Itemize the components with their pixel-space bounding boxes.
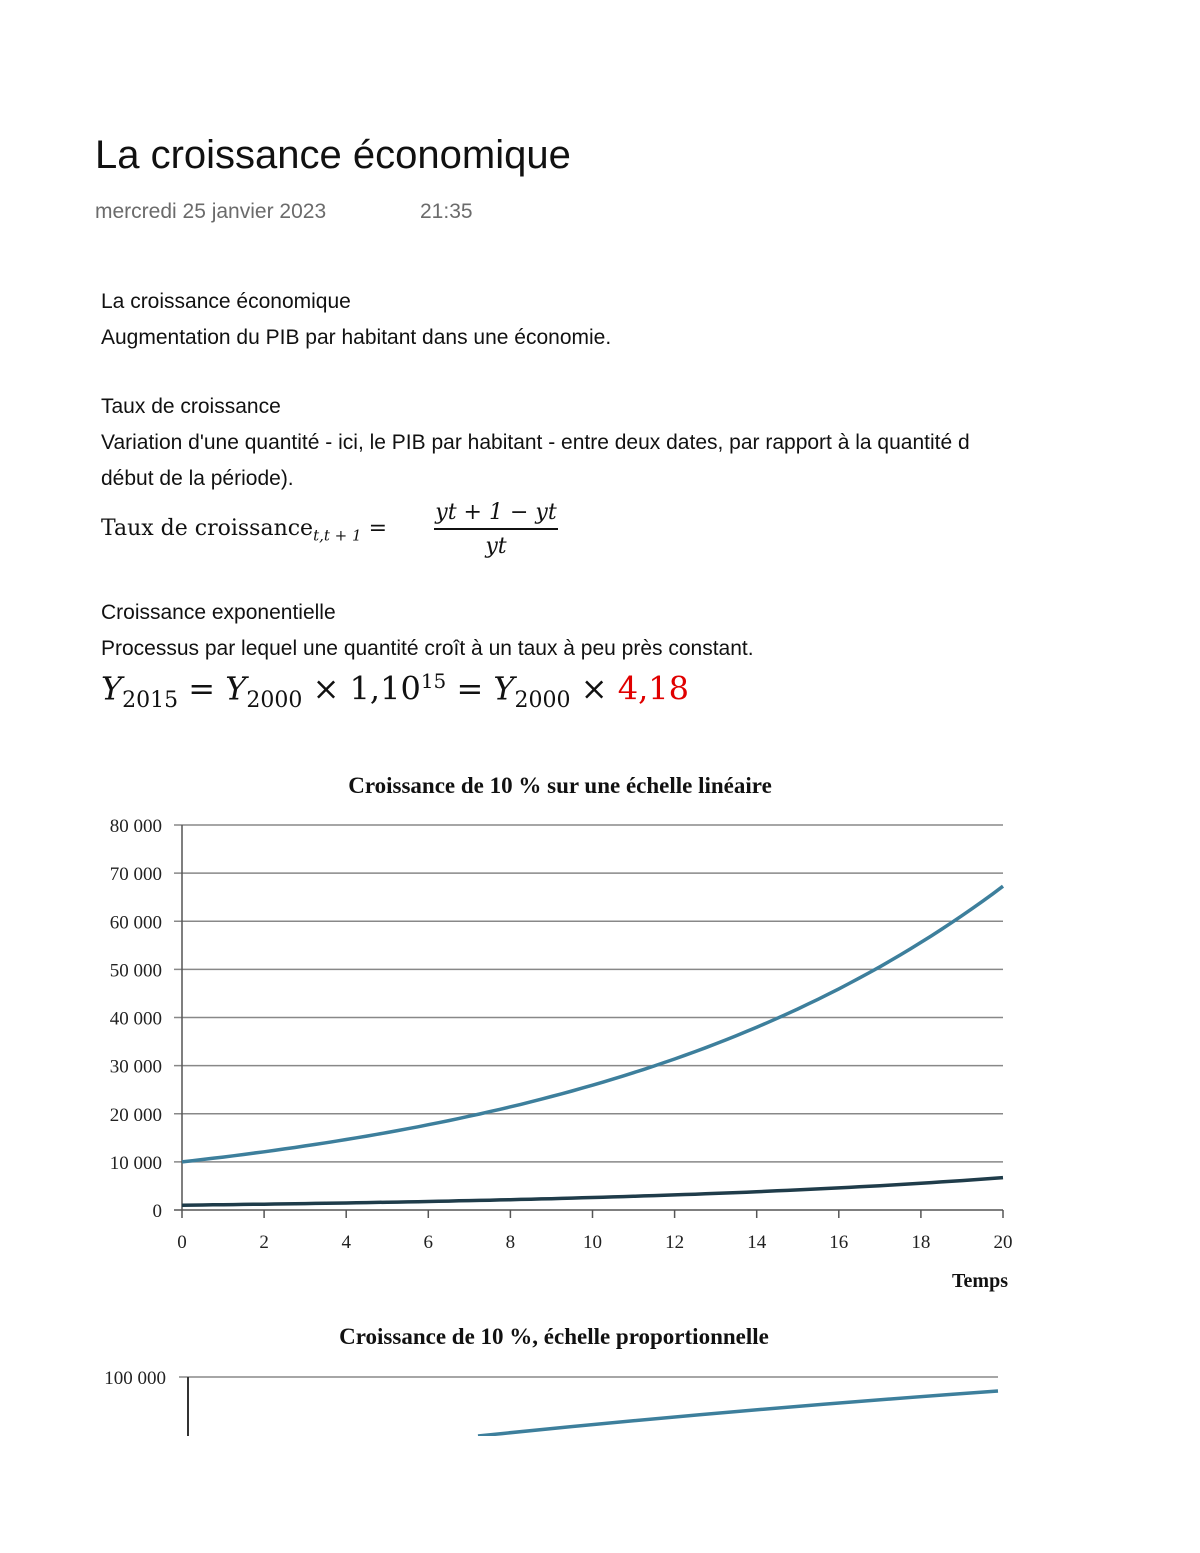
section-title-croissance: La croissance économique bbox=[101, 290, 351, 313]
y-tick-label: 100 000 bbox=[104, 1368, 166, 1389]
series-line bbox=[478, 1391, 998, 1436]
formula2-result: 4,18 bbox=[617, 669, 689, 708]
section-text-taux-line2: début de la période). bbox=[101, 467, 294, 490]
x-tick-label: 12 bbox=[665, 1232, 685, 1253]
formula2-sub-2000-b: 2000 bbox=[514, 688, 571, 714]
x-tick-label: 6 bbox=[423, 1232, 434, 1253]
y-tick-label: 50 000 bbox=[109, 960, 162, 982]
formula-fraction-bar bbox=[434, 528, 558, 530]
y-tick-label: 80 000 bbox=[109, 816, 162, 837]
formula-lhs-subscript: t,t + 1 bbox=[313, 526, 362, 545]
formula2-exponent: 15 bbox=[420, 669, 447, 693]
x-tick-label: 8 bbox=[505, 1232, 516, 1253]
proportional-growth-chart bbox=[80, 1310, 1040, 1436]
y-axis-ticks bbox=[110, 816, 162, 1222]
series-line bbox=[182, 1178, 1003, 1206]
page-meta bbox=[95, 200, 473, 224]
x-tick-label: 0 bbox=[177, 1232, 187, 1253]
section-title-taux: Taux de croissance bbox=[101, 395, 281, 418]
formula-lhs-text: Taux de croissance bbox=[101, 516, 314, 541]
y-tick-label: 10 000 bbox=[109, 1152, 162, 1174]
section-text-exponentielle: Processus par lequel une quantité croît à un taux à peu près constant. bbox=[101, 637, 754, 660]
page-date: mercredi 25 janvier 2023 bbox=[95, 200, 327, 223]
exponential-formula bbox=[101, 669, 689, 713]
formula2-y2000-b: Y bbox=[493, 669, 515, 708]
x-axis-label: Temps bbox=[952, 1270, 1008, 1292]
formula-equals: = bbox=[368, 516, 387, 541]
x-tick-label: 18 bbox=[911, 1232, 931, 1253]
x-tick-label: 4 bbox=[341, 1232, 351, 1253]
formula2-sub-2000-a: 2000 bbox=[246, 688, 303, 714]
formula2-eq2: = bbox=[446, 669, 494, 708]
x-tick-label: 2 bbox=[259, 1232, 269, 1253]
formula2-eq1: = bbox=[178, 669, 226, 708]
formula-lhs bbox=[101, 516, 387, 544]
chart-series bbox=[182, 886, 1003, 1205]
formula-denominator: yt bbox=[485, 534, 507, 559]
y-tick-label: 20 000 bbox=[109, 1104, 162, 1126]
section-text-taux-line1: Variation d'une quantité - ici, le PIB par habitant - entre deux dates, par rapport à la quantité d bbox=[101, 431, 970, 454]
y-tick-label: 30 000 bbox=[109, 1056, 162, 1078]
y-tick-label: 70 000 bbox=[109, 864, 162, 886]
formula2-times: × bbox=[570, 669, 618, 708]
section-title-exponentielle: Croissance exponentielle bbox=[101, 601, 336, 624]
formula2-y2015: Y bbox=[101, 669, 123, 708]
x-tick-label: 16 bbox=[829, 1232, 849, 1253]
chart-gridlines bbox=[174, 825, 1003, 1218]
y-tick-label: 0 bbox=[152, 1201, 162, 1222]
linear-growth-chart bbox=[80, 760, 1040, 1300]
formula-fraction bbox=[434, 500, 558, 559]
series-line bbox=[182, 886, 1003, 1162]
chart-title: Croissance de 10 % sur une échelle linéaire bbox=[348, 773, 772, 798]
formula2-y2000-a: Y bbox=[225, 669, 247, 708]
x-tick-label: 20 bbox=[993, 1232, 1013, 1253]
x-tick-label: 14 bbox=[747, 1232, 767, 1253]
chart-title: Croissance de 10 %, échelle proportionnelle bbox=[339, 1324, 769, 1349]
formula-numerator: yt + 1 − yt bbox=[435, 500, 557, 525]
formula2-sub-2015: 2015 bbox=[122, 688, 179, 714]
y-tick-label: 40 000 bbox=[109, 1008, 162, 1030]
formula2-times-base: × 1,10 bbox=[302, 669, 421, 708]
page-title: La croissance économique bbox=[95, 133, 571, 177]
y-tick-label: 60 000 bbox=[109, 912, 162, 934]
x-axis-ticks bbox=[177, 1232, 1012, 1253]
page-time: 21:35 bbox=[420, 200, 473, 223]
section-text-croissance: Augmentation du PIB par habitant dans une économie. bbox=[101, 326, 612, 349]
x-tick-label: 10 bbox=[583, 1232, 602, 1253]
